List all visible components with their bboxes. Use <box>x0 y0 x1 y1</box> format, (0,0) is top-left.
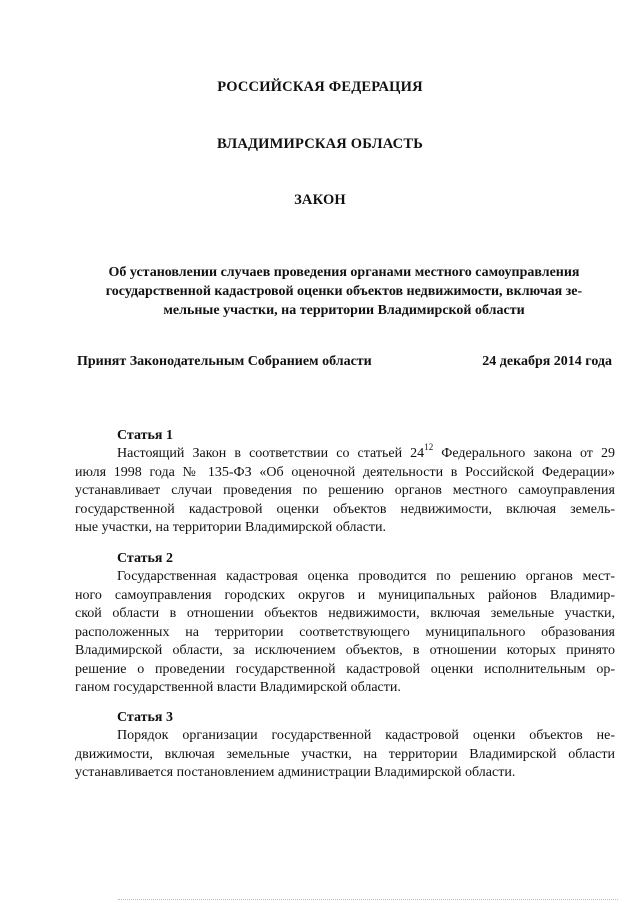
article-line: ской области в отношении объектов недвижимости, включая земельные участки, <box>75 606 615 621</box>
article-2 <box>75 550 615 698</box>
article-line: ганом государственной власти Владимирской области. <box>75 680 401 695</box>
article-line: ные участки, на территории Владимирской области. <box>75 520 387 535</box>
article-heading: Статья 2 <box>117 551 173 566</box>
article-line: устанавливает случаи проведения по решению органов местного самоуправления <box>75 483 615 498</box>
article-line: устанавливается постановлением администрации Владимирской области. <box>75 765 516 780</box>
article-line: движимости, включая земельные участки, на территории Владимирской области <box>75 746 615 762</box>
article-line: государственной кадастровой оценки объектов недвижимости, включая земель- <box>75 501 615 517</box>
adopted-by: Принят Законодательным Собранием области <box>77 354 372 369</box>
article-line: расположенных на территории соответствующего муниципального образования <box>75 624 615 640</box>
article-line: ного самоуправления городских округов и муниципальных районов Владимир- <box>75 587 615 603</box>
article-line: Владимирской области, за исключением объектов, в отношении которых принято <box>75 643 615 658</box>
adoption-date: 24 декабря 2014 года <box>482 354 612 369</box>
article-3 <box>75 709 615 783</box>
law-title-line: Об установлении случаев проведения органами местного самоуправления <box>108 265 580 280</box>
article-line: июля 1998 года № 135-ФЗ «Об оценочной деятельности в Российской Федерации» <box>75 464 615 480</box>
article-heading: Статья 1 <box>117 428 173 443</box>
doc-type-heading: ЗАКОН <box>294 192 346 208</box>
superscript: 12 <box>424 442 434 453</box>
article-heading: Статья 3 <box>117 710 173 725</box>
article-line: Государственная кадастровая оценка проводится по решению органов мест- <box>117 569 615 584</box>
country-heading: РОССИЙСКАЯ ФЕДЕРАЦИЯ <box>217 79 423 95</box>
article-line: решение о проведении государственной кадастровой оценки исполнительным ор- <box>75 661 615 677</box>
law-title-line: государственной кадастровой оценки объектов недвижимости, включая зе- <box>105 284 583 299</box>
region-heading: ВЛАДИМИРСКАЯ ОБЛАСТЬ <box>217 136 423 152</box>
article-line: Настоящий Закон в соответствии со статьей $24^{12}$ Федерального закона от 29 <box>117 442 615 461</box>
article-line: Порядок организации государственной кадастровой оценки объектов не- <box>117 728 615 743</box>
scan-edge-divider <box>118 899 618 901</box>
law-title-line: мельные участки, на территории Владимирской области <box>163 303 525 318</box>
law-title <box>84 263 604 320</box>
article-1 <box>75 427 615 538</box>
